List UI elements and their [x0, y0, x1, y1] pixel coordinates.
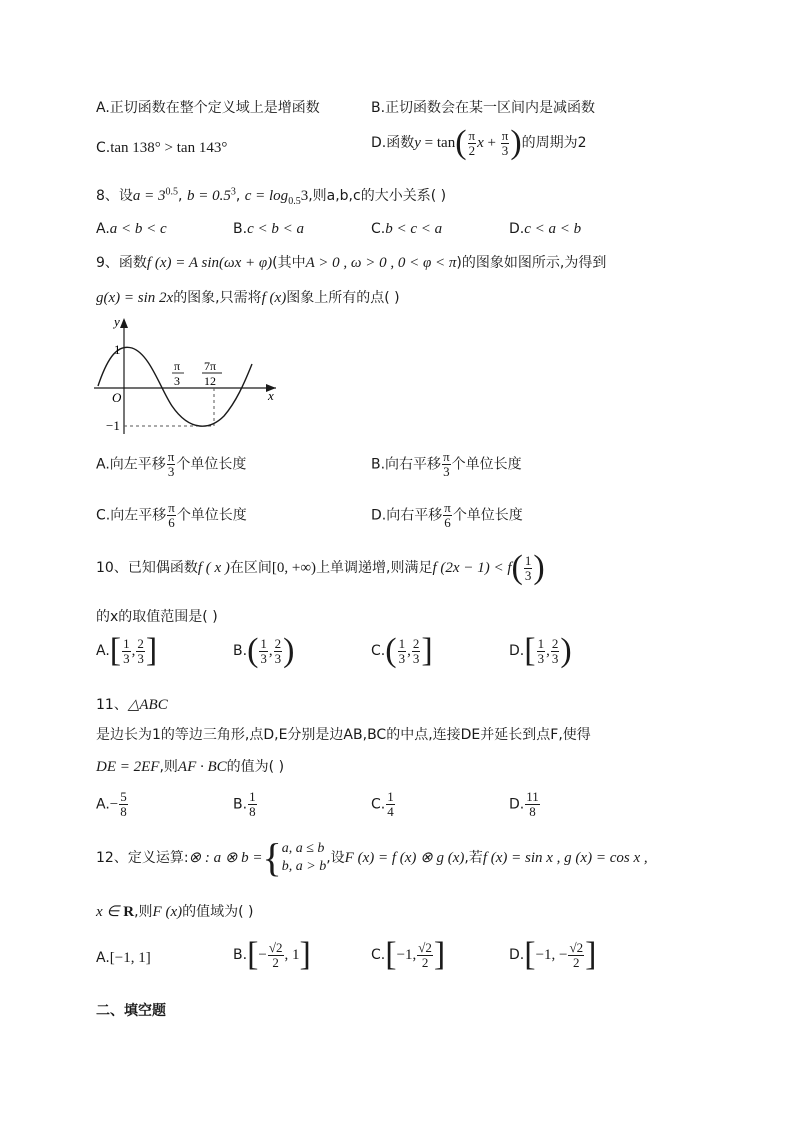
- q11-stem-line3: DE = 2EF,则AF · BC的值为( ): [96, 759, 285, 775]
- q8-c-eq: c = log: [244, 188, 289, 204]
- q9-option-c: C.向左平移 $\frac{\pi}{6}$ 个单位长度: [96, 500, 247, 530]
- q8-a-eq: a = 3: [132, 188, 166, 204]
- q12-op: ⊗ : a ⊗ b =: [188, 850, 263, 866]
- q11-option-a: A.− $\frac{5}{8}$: [96, 789, 127, 819]
- q7-option-d: [371, 124, 587, 161]
- graph-one-label: 1: [114, 342, 121, 357]
- q8-b-eq: b = 0.5: [186, 188, 231, 204]
- q9-option-d: D.向右平移 $\frac{\pi}{6}$ 个单位长度: [371, 500, 523, 530]
- q7-option-c-math: tan 138° > tan 143°: [110, 140, 228, 156]
- q12-option-d: D.[−1, − $\frac{√2}{2}$ ]: [509, 936, 597, 973]
- q8-stem: 8、设$a = 3^{0.5}$, $b = 0.5^3$, $c = \log_{0.5}3$,则a,b,c的大小关系( ): [96, 186, 447, 207]
- q12-option-a: A.[−1, 1]: [96, 950, 151, 966]
- q12-stem: 12、定义运算:⊗ : a ⊗ b ={ a, a ≤ b b, a > b ,设F (x) = f (x) ⊗ g (x),若f (x) = sin x , g (x) = cos x ,: [96, 835, 648, 880]
- q7-option-d-label: D.函数: [371, 135, 415, 151]
- q9-f: f (x): [261, 290, 287, 306]
- q8-tail: ,则a,b,c的大小关系( ): [308, 188, 447, 204]
- graph-7pi12-den: 12: [204, 374, 216, 388]
- graph-neg-one-label: −1: [106, 418, 120, 433]
- graph-x-label: x: [268, 388, 274, 403]
- q10-option-a: A.[ $\frac{1}{3}$ , $\frac{2}{3}$ ]: [96, 632, 158, 669]
- q9-graph: [94, 316, 284, 436]
- q7-d-tail: 的周期为2: [521, 135, 587, 151]
- q12-option-c: C.[−1, $\frac{√2}{2}$ ]: [371, 936, 446, 973]
- graph-y-label: y: [114, 316, 120, 329]
- q7-d-tan: = tan: [420, 135, 456, 151]
- q10-option-d: D.[ $\frac{1}{3}$ , $\frac{2}{3}$ ): [509, 632, 572, 669]
- q7-option-c-label: C.: [96, 140, 111, 156]
- right-paren: ): [510, 124, 522, 161]
- q10-stem-line2: 的x的取值范围是( ): [96, 609, 218, 625]
- q9-g: g(x) = sin 2x: [96, 290, 174, 306]
- q7-d-y: y: [414, 135, 421, 151]
- q7-d-plus: +: [483, 135, 500, 151]
- q10-cond: f (2x − 1) < f: [432, 560, 512, 576]
- q10-fx: f ( x ): [197, 560, 230, 576]
- q12-R: R: [123, 904, 135, 920]
- q7-option-a: A.正切函数在整个定义域上是增函数: [96, 100, 320, 116]
- q12-Fx: F (x) = f (x) ⊗ g (x): [344, 850, 465, 866]
- q9-cond: A > 0 , ω > 0 , 0 < φ < π: [305, 255, 457, 271]
- graph-7pi12-num: 7π: [204, 359, 217, 373]
- q11-option-c: C. $\frac{1}{4}$: [371, 789, 394, 819]
- q7-d-frac1: $\frac{\pi}{2}$: [468, 127, 476, 158]
- q11-stem-line2: 是边长为1的等边三角形,点D,E分别是边AB,BC的中点,连接DE并延长到点F,使得: [96, 727, 591, 743]
- q8-a-exp: 0.5: [165, 186, 179, 198]
- q8-prefix: 8、设: [96, 188, 133, 204]
- q7-option-b: B.正切函数会在某一区间内是减函数: [371, 100, 596, 116]
- section-title-fill-blank: 二、填空题: [96, 1003, 166, 1019]
- q8-c-arg: 3: [300, 188, 309, 204]
- graph-pi3-den: 3: [174, 374, 180, 388]
- q7-d-x: x: [477, 135, 484, 151]
- q10-stem: 10、已知偶函数f ( x )在区间[0, +∞)上单调递增,则满足f (2x − 1) < f( $\frac{1}{3}$ ): [96, 549, 545, 586]
- y-axis-arrow-icon: [120, 318, 128, 328]
- left-paren: (: [455, 124, 467, 161]
- q7-option-c: [96, 140, 227, 157]
- q10-option-c: C.( $\frac{1}{3}$ , $\frac{2}{3}$ ]: [371, 632, 433, 669]
- q8-option-d: D.c < a < b: [509, 221, 582, 237]
- q12-cases: a, a ≤ b b, a > b: [281, 841, 327, 874]
- q9-option-b: B.向右平移 $\frac{\pi}{3}$ 个单位长度: [371, 449, 522, 479]
- q8-c-sub: 0.5: [288, 195, 301, 207]
- q12-stem-line2: x ∈ R,则F (x)的值域为( ): [96, 904, 254, 920]
- q11-stem: 11、△ABC: [96, 697, 168, 713]
- q11-option-d: D. $\frac{11}{8}$: [509, 789, 539, 819]
- q9-fx: f (x) = A sin(ωx + φ): [146, 255, 273, 271]
- q8-option-b: B.c < b < a: [233, 221, 304, 237]
- q9-stem: 9、函数f (x) = A sin(ωx + φ)(其中A > 0 , ω > 0 , 0 < φ < π)的图象如图所示,为得到: [96, 255, 607, 271]
- q8-option-a: A.a < b < c: [96, 221, 167, 237]
- q11-de-eq: DE = 2EF: [96, 759, 160, 775]
- q8-b-exp: 3: [230, 186, 236, 198]
- q9-option-a: A.向左平移 $\frac{\pi}{3}$ 个单位长度: [96, 449, 247, 479]
- q11-vectors: AF · BC: [177, 759, 227, 775]
- q10-interval: [0, +∞): [271, 560, 317, 576]
- q12-option-b: B.[− $\frac{√2}{2}$ , 1]: [233, 936, 311, 973]
- q12-brace: {: [262, 835, 282, 880]
- graph-pi3-num: π: [174, 359, 181, 373]
- q10-option-b: B.( $\frac{1}{3}$ , $\frac{2}{3}$ ): [233, 632, 295, 669]
- q11-triangle: △ABC: [127, 697, 168, 713]
- q9-stem-line2: g(x) = sin 2x的图象,只需将f (x)图象上所有的点( ): [96, 290, 400, 306]
- q8-option-c: C.b < c < a: [371, 221, 443, 237]
- q11-option-b: B. $\frac{1}{8}$: [233, 789, 256, 819]
- q12-fdef: f (x) = sin x , g (x) = cos x ,: [482, 850, 648, 866]
- q7-d-frac2: $\frac{\pi}{3}$: [501, 127, 509, 158]
- graph-origin: O: [112, 390, 122, 405]
